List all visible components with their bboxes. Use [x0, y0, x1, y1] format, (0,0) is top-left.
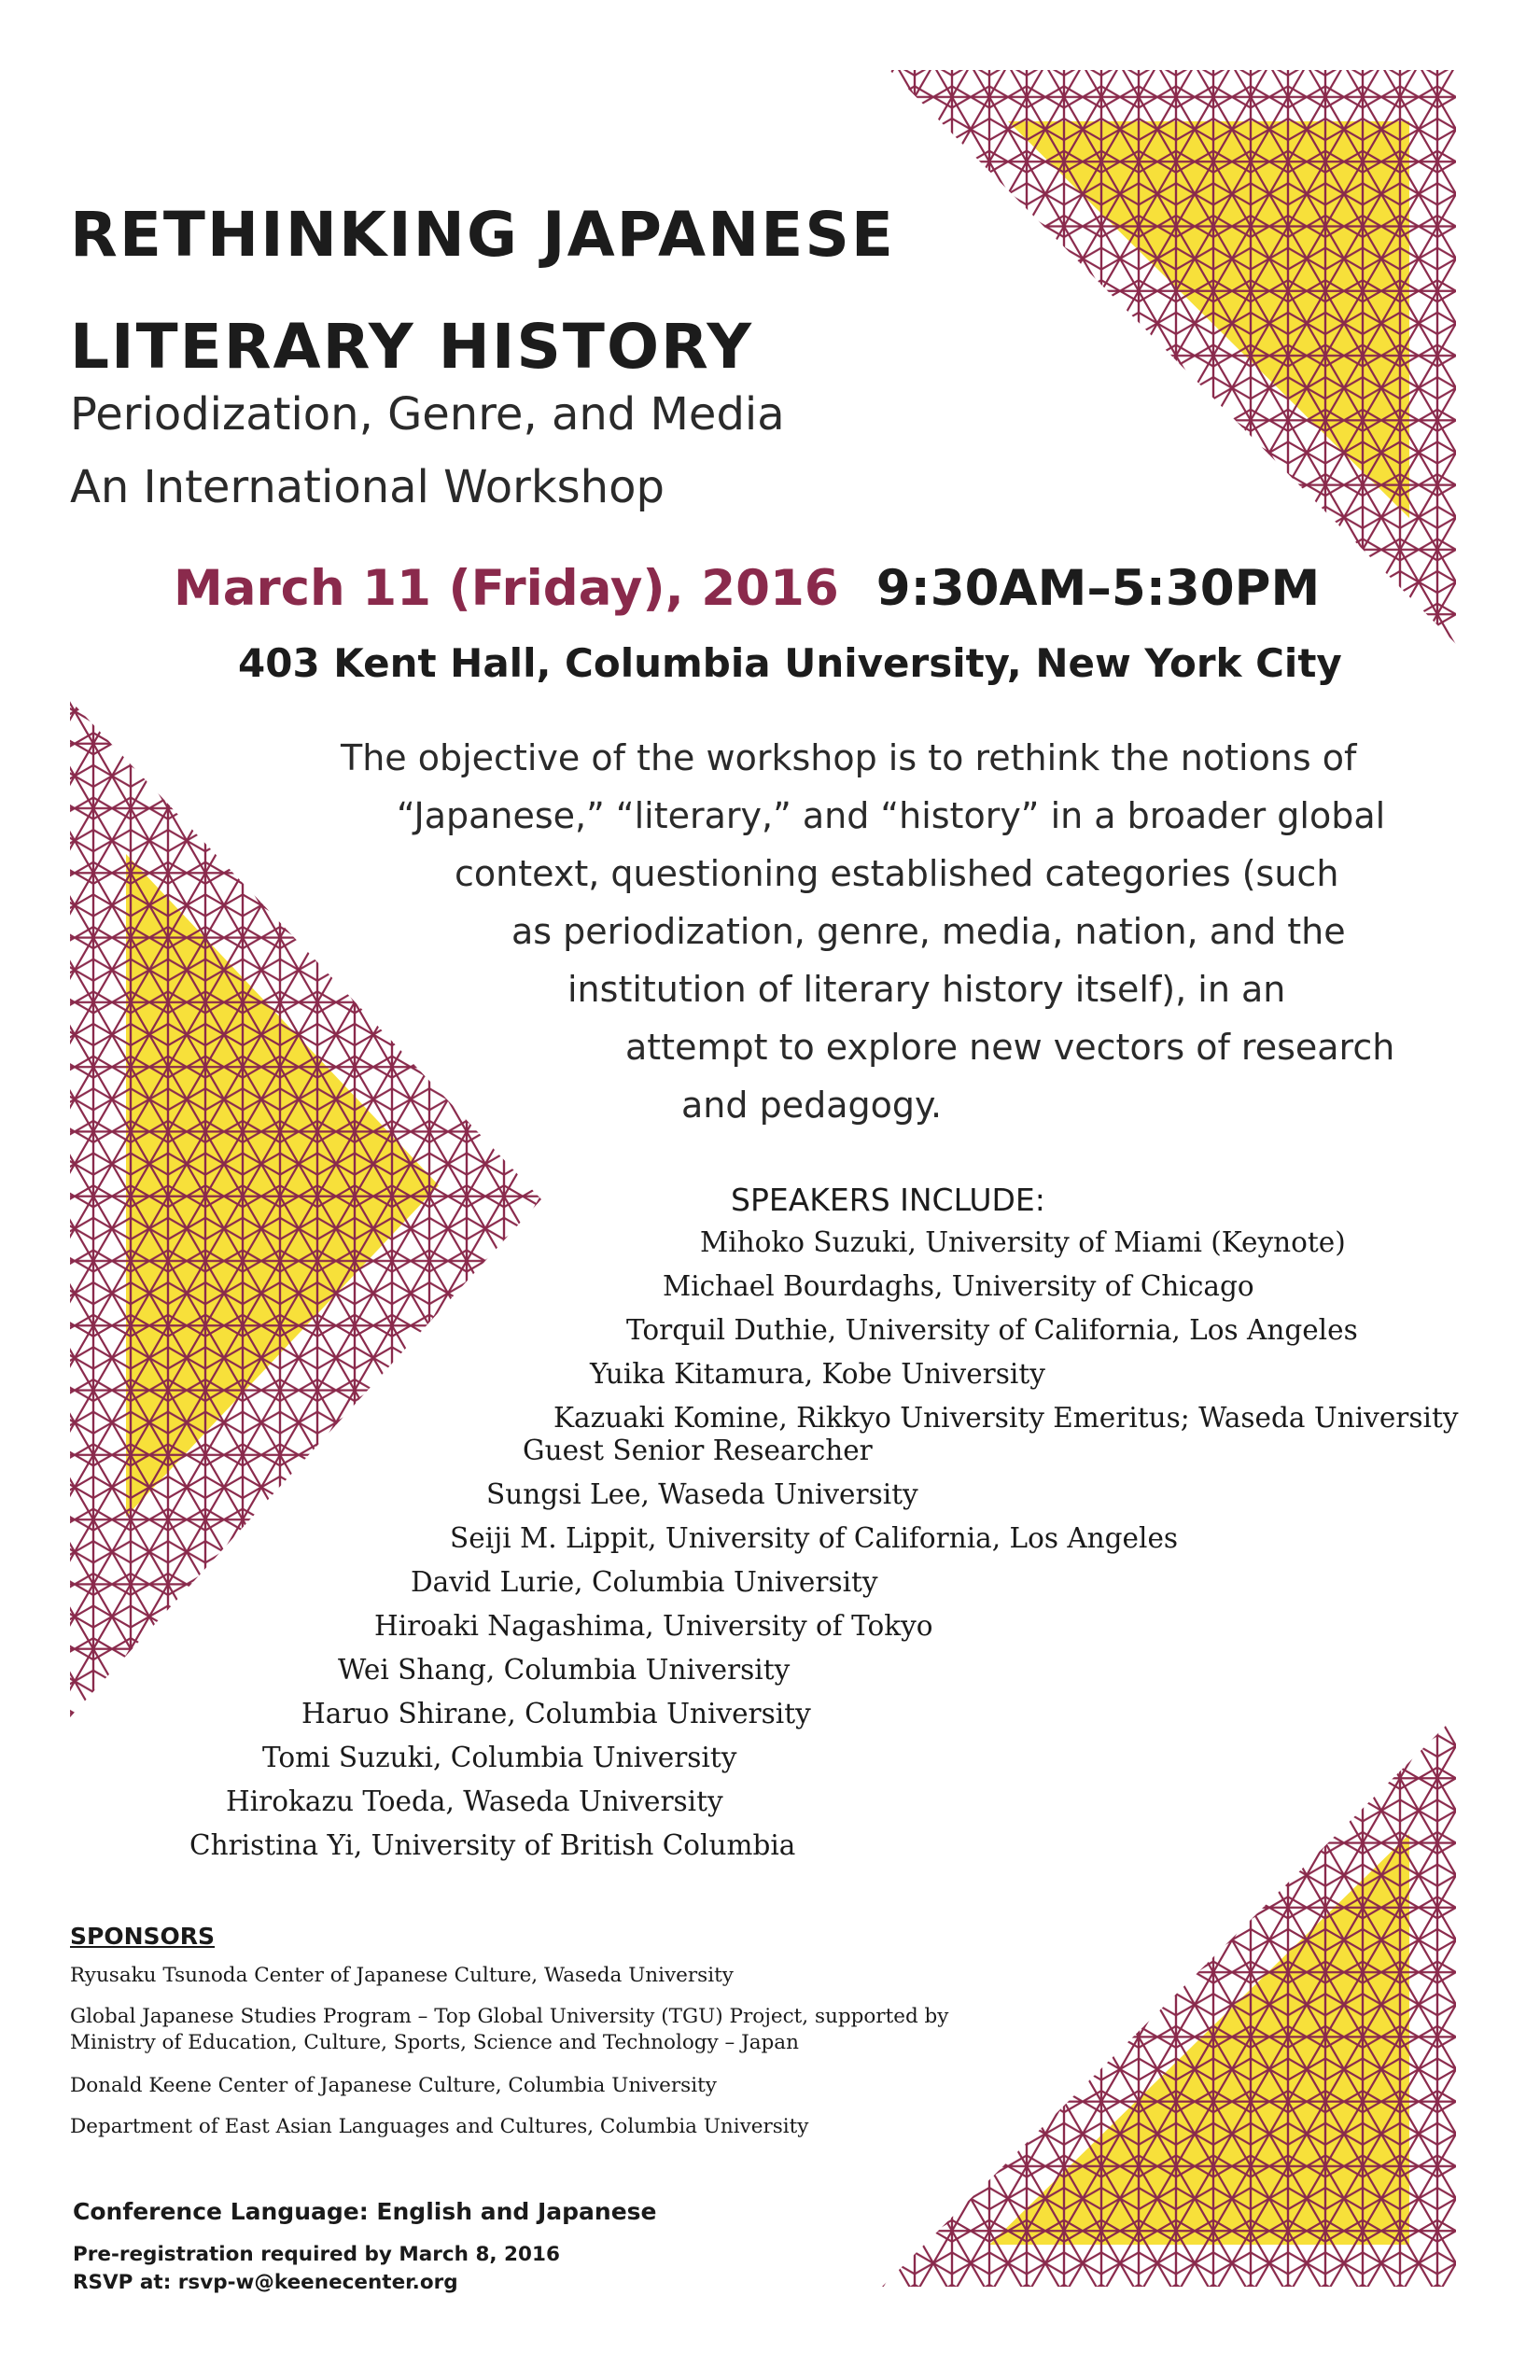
event-venue: 403 Kent Hall, Columbia University, New York City — [238, 640, 1342, 686]
objective-line: as periodization, genre, media, nation, and the — [511, 911, 1346, 952]
speaker-item: Torquil Duthie, University of California, Los Angeles — [626, 1314, 1358, 1346]
speaker-item: David Lurie, Columbia University — [411, 1566, 878, 1598]
speaker-item: Kazuaki Komine, Rikkyo University Emeritus; Waseda University — [553, 1402, 1459, 1434]
event-time: 9:30AM–5:30PM — [875, 560, 1321, 617]
event-date: March 11 (Friday), 2016 — [174, 560, 839, 617]
objective-line: attempt to explore new vectors of research — [625, 1027, 1395, 1068]
objective-line: “Japanese,” “literary,” and “history” in a broader global — [397, 795, 1386, 836]
speaker-item: Seiji M. Lippit, University of California, Los Angeles — [450, 1522, 1179, 1554]
objective-line: The objective of the workshop is to rethink the notions of — [341, 737, 1357, 778]
speaker-item: Mihoko Suzuki, University of Miami (Keynote) — [700, 1226, 1346, 1258]
speaker-item: Michael Bourdaghs, University of Chicago — [663, 1270, 1254, 1302]
subtitle — [70, 378, 785, 524]
rsvp-email[interactable]: RSVP at: rsvp-w@keenecenter.org — [73, 2271, 458, 2294]
objective-line: institution of literary history itself), in an — [567, 969, 1286, 1010]
objective-line: context, questioning established categories (such — [455, 853, 1339, 894]
sponsors-heading: SPONSORS — [70, 1923, 216, 1950]
speaker-item: Wei Shang, Columbia University — [338, 1654, 791, 1686]
subtitle-line-2: An International Workshop — [70, 461, 665, 513]
speaker-item: Yuika Kitamura, Kobe University — [590, 1358, 1045, 1390]
subtitle-line-1: Periodization, Genre, and Media — [70, 388, 785, 441]
speaker-item: Hirokazu Toeda, Waseda University — [226, 1785, 723, 1817]
event-datetime — [174, 560, 1320, 617]
speakers-heading: SPEAKERS INCLUDE: — [731, 1182, 1045, 1218]
sponsor-item: Ryusaku Tsunoda Center of Japanese Culture, Waseda University — [70, 1964, 734, 1987]
page-title — [70, 179, 895, 403]
preregistration-note: Pre-registration required by March 8, 2016 — [73, 2243, 560, 2266]
objective-line: and pedagogy. — [681, 1085, 943, 1126]
sponsor-item: Global Japanese Studies Program – Top Global University (TGU) Project, supported by — [70, 2005, 949, 2028]
sponsor-item: Ministry of Education, Culture, Sports, Science and Technology – Japan — [70, 2031, 799, 2054]
speaker-item: Haruo Shirane, Columbia University — [301, 1698, 811, 1729]
conference-language: Conference Language: English and Japanese — [73, 2198, 657, 2225]
speaker-item: Tomi Suzuki, Columbia University — [262, 1742, 737, 1773]
speaker-item: Guest Senior Researcher — [523, 1435, 873, 1466]
sponsor-item: Donald Keene Center of Japanese Culture, Columbia University — [70, 2074, 717, 2097]
speaker-item: Sungsi Lee, Waseda University — [486, 1478, 918, 1510]
speaker-item: Hiroaki Nagashima, University of Tokyo — [374, 1610, 933, 1642]
pattern-bottom-right — [873, 1708, 1465, 2296]
title-line-2: LITERARY HISTORY — [70, 311, 754, 383]
sponsor-item: Department of East Asian Languages and Cultures, Columbia University — [70, 2115, 809, 2138]
title-line-1: RETHINKING JAPANESE — [70, 199, 896, 271]
speaker-item: Christina Yi, University of British Columbia — [189, 1829, 796, 1861]
